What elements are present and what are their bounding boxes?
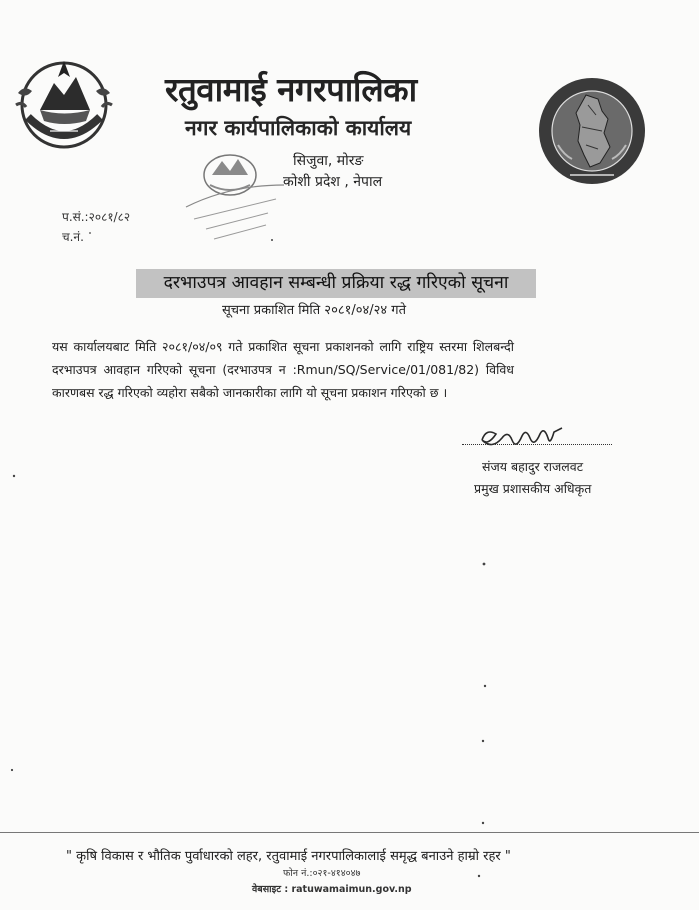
office-stamp bbox=[180, 145, 290, 240]
nepal-emblem-icon bbox=[10, 55, 118, 155]
handwritten-signature bbox=[478, 424, 568, 454]
signer-name: संजय बहादुर राजलवट bbox=[482, 459, 584, 474]
footer-slogan: " कृषि विकास र भौतिक पुर्वाधारको लहर, रतुवामाई नगरपालिकालाई समृद्ध बनाउने हाम्रो रहर " bbox=[66, 849, 511, 864]
notice-body: यस कार्यालयबाट मिति २०८१/०४/०९ गते प्रकाशित सूचना प्रकाशनको लागि राष्ट्रिय स्तरमा शिलबन्दी दरभाउपत्र आवहान गरिएको सूचना (दरभाउपत्र न :Rmun/SQ/Service/01/081/82) विविध कारणबस रद्ध गरिएको व्यहोरा सबैको जानकारीका लागि यो सूचना प्रकाशन गरिएको छ । bbox=[52, 339, 514, 400]
dispatch-number: च.नं. bbox=[62, 230, 84, 244]
notice-title: दरभाउपत्र आवहान सम्बन्धी प्रक्रिया रद्ध गरिएको सूचना bbox=[136, 269, 536, 298]
address-line-1: सिजुवा, मोरङ bbox=[293, 153, 364, 169]
address-line-2: कोशी प्रदेश , नेपाल bbox=[283, 174, 383, 190]
signer-title: प्रमुख प्रशासकीय अधिकृत bbox=[474, 481, 592, 496]
office-name: नगर कार्यपालिकाको कार्यालय bbox=[185, 115, 412, 140]
municipality-name: रतुवामाई नगरपालिका bbox=[165, 70, 417, 109]
published-date: सूचना प्रकाशित मिति २०८१/०४/२४ गते bbox=[222, 303, 407, 318]
footer-divider bbox=[0, 832, 699, 833]
footer-phone: फोन नं.:०२१-४१४०४७ bbox=[283, 868, 361, 879]
municipality-seal-icon bbox=[536, 75, 648, 187]
reference-number: प.सं.:२०८१/८२ bbox=[62, 210, 131, 224]
signature-line bbox=[462, 444, 612, 445]
footer-website: वेबसाइट : ratuwamaimun.gov.np bbox=[252, 884, 412, 895]
